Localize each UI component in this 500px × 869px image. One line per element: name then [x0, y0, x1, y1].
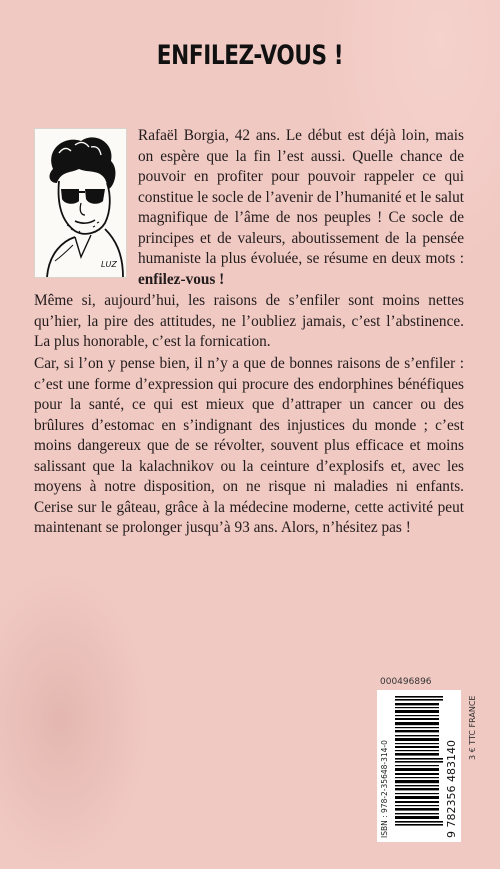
isbn-text: ISBN : 978-2-35648-314-0: [380, 740, 389, 838]
stock-code: 000496896: [380, 677, 432, 687]
caricature-drawing: [35, 129, 126, 277]
intro-text: Rafaël Borgia, 42 ans. Le début est déjà loin, mais on espère que la fin l’est aussi. Quelle chance de pouvoir en profiter pour pouvoir rappeler ce qui constitue le socle de l’avenir de l’humanité et le salut magnifique de l’âme de nos peuples ! Ce socle de principes et de valeurs, aboutissement de la pensée humaniste la plus évoluée, se résume en deux mots :: [138, 127, 464, 267]
book-title: ENFILEZ-VOUS !: [156, 40, 344, 71]
ean-barcode: [377, 690, 461, 842]
caricature-signature: LUZ: [101, 260, 117, 269]
price-label: 3 € TTC FRANCE: [468, 695, 477, 760]
barcode-bars: [395, 696, 443, 826]
body-paragraph-3: Car, si l’on y pense bien, il n’y a que de bonnes raisons de s’enfiler : c’est une forme d’expression qui procure des endorphines bénéfiques pour la santé, ce qui est mieux que d’attraper un cancer ou des brûlures d’estomac en s’indignant des injustices du monde ; c’est moins dangereux que de se révolter, souvent plus efficace et moins salissant que la kalachnikov ou la ceinture d’explosifs et, avec les moyens à notre disposition, on ne risque ni maladies ni enfants. Cerise sur le gâteau, grâce à la médecine moderne, cette activité peut maintenant se prolonger jusqu’à 93 ans. Alors, n’hésitez pas !: [34, 355, 464, 536]
barcode-digits: 9 782356 483140: [445, 740, 458, 838]
intro-emphasis: enfilez-vous !: [138, 270, 225, 288]
author-caricature: [34, 128, 127, 278]
body-paragraph-2: Même si, aujourd’hui, les raisons de s’enfiler sont moins nettes qu’hier, la pire des attitudes, ne l’oubliez jamais, c’est l’abstinence. La plus honorable, c’est la fornication.: [34, 292, 464, 350]
author-intro-paragraph: [138, 126, 464, 290]
barcode-panel: [377, 690, 461, 842]
